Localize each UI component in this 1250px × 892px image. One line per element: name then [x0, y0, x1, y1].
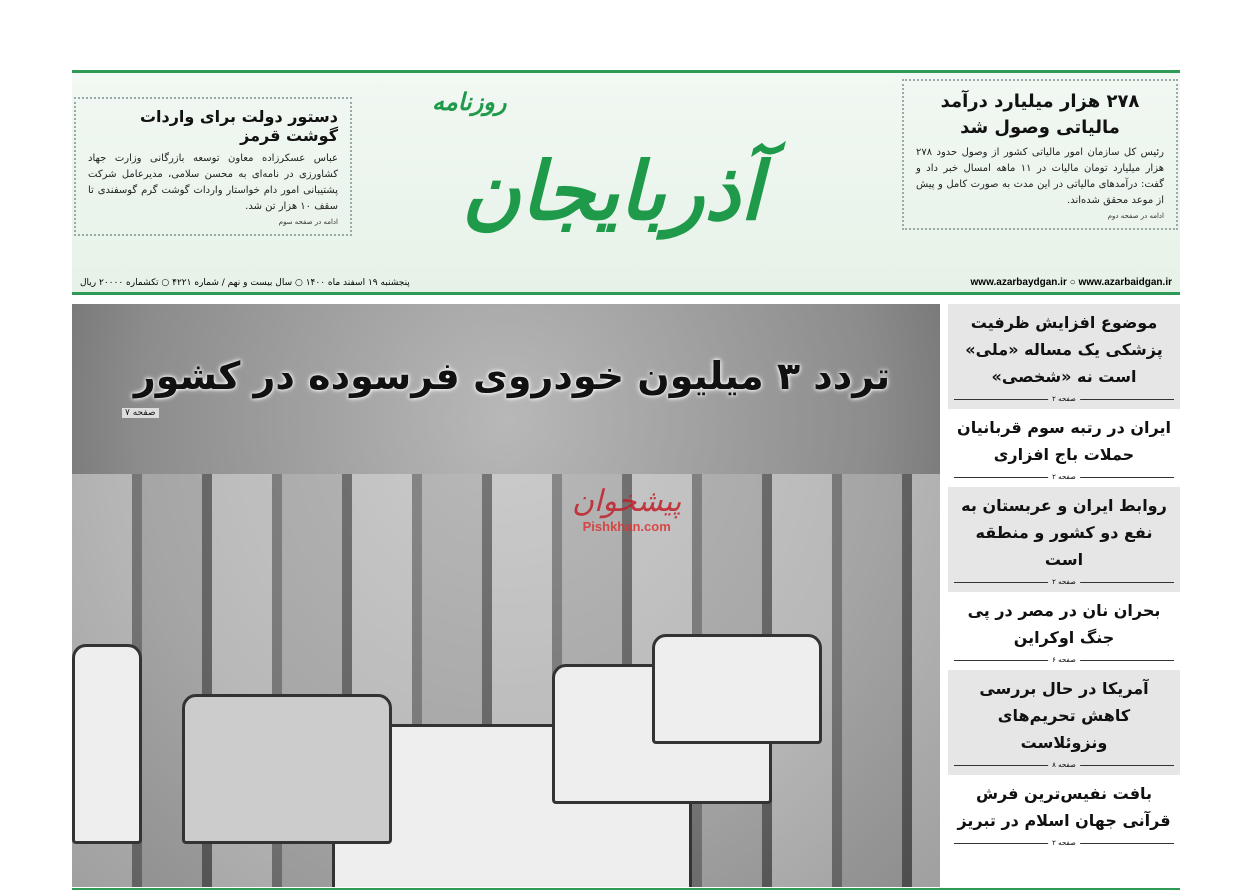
headline-page-ref: صفحه ۷ — [122, 408, 159, 418]
sidebar-item[interactable] — [948, 304, 1180, 409]
page-ref: صفحه ۲ — [1048, 576, 1080, 588]
sidebar-item-title: بافت نفیس‌ترین فرش قرآنی جهان اسلام در تبریز — [957, 784, 1171, 830]
car-shape — [652, 634, 822, 744]
news-box-tax — [902, 79, 1178, 230]
page-ref: صفحه ۲ — [1048, 471, 1080, 483]
sidebar-item-title: موضوع افزایش ظرفیت پزشکی یک مساله «ملی» است نه «شخصی» — [965, 313, 1163, 386]
watermark — [572, 484, 681, 534]
sidebar-item-title: بحران نان در مصر در پی جنگ اوکراین — [967, 601, 1161, 647]
continued-note: ادامه در صفحه دوم — [1107, 212, 1164, 220]
bottom-divider — [72, 888, 1180, 890]
sidebar-item[interactable] — [948, 487, 1180, 592]
main-headline[interactable]: تردد ۳ میلیون خودروی فرسوده در کشور — [133, 354, 891, 398]
news-box-title: دستور دولت برای واردات گوشت قرمز — [139, 107, 338, 145]
page-ref: صفحه ۲ — [1048, 837, 1080, 849]
sidebar-item[interactable] — [948, 670, 1180, 775]
car-shape — [72, 644, 142, 844]
info-bar — [72, 273, 1180, 295]
newspaper-logo — [412, 81, 812, 269]
sidebar-item-title: آمریکا در حال بررسی کاهش تحریم‌های ونزوئلاست — [979, 679, 1149, 752]
car-shape — [182, 694, 392, 844]
sidebar-headlines — [948, 304, 1180, 853]
news-box-body: رئیس کل سازمان امور مالیاتی کشور از وصول حدود ۲۷۸ هزار میلیارد تومان مالیات در ۱۱ ماهه امسال خبر داد و گفت: درآمدهای مالیاتی در این مدت به صورت کامل و پیش از موعد محقق شده‌اند. — [916, 147, 1165, 206]
page-ref: صفحه ۸ — [1048, 759, 1080, 771]
continued-note: ادامه در صفحه سوم — [278, 218, 338, 226]
sidebar-item-title: ایران در رتبه سوم قربانیان حملات باج افزاری — [957, 418, 1171, 464]
news-box-body: عباس عسکرزاده معاون توسعه بازرگانی وزارت جهاد کشاورزی در نامه‌ای به محسن سلامی، مدیرعامل شرکت پشتیبانی امور دام خواستار واردات گوشت گرم گوسفندی تا سقف ۱۰ هزار تن شد. — [88, 153, 338, 212]
sidebar-item[interactable] — [948, 775, 1180, 853]
watermark-url: Pishkhan.com — [582, 519, 671, 534]
headline-block — [122, 352, 902, 419]
sidebar-item-title: روابط ایران و عربستان به نفع دو کشور و منطقه است — [961, 496, 1167, 569]
news-box-red-meat — [74, 97, 352, 236]
news-box-title: ۲۷۸ هزار میلیارد درآمد مالیاتی وصول شد — [940, 91, 1140, 138]
page-ref: صفحه ۶ — [1048, 654, 1080, 666]
issue-date: پنجشنبه ۱۹ اسفند ماه ۱۴۰۰ ○ سال بیست و نهم / شماره ۴۲۲۱ ○ تکشماره ۲۰۰۰۰ ریال — [80, 277, 410, 288]
newspaper-front-page — [72, 70, 1180, 892]
watermark-text: پیشخوان — [572, 484, 682, 519]
website-urls: www.azarbaydgan.ir ○ www.azarbaidgan.ir — [970, 277, 1172, 288]
logo-name: آذربایجان — [461, 144, 763, 238]
sidebar-item[interactable] — [948, 592, 1180, 670]
masthead — [72, 70, 1180, 292]
page-ref: صفحه ۲ — [1048, 393, 1080, 405]
sidebar-item[interactable] — [948, 409, 1180, 487]
main-photo-traffic — [72, 304, 940, 887]
logo-subtitle: روزنامه — [432, 88, 507, 116]
